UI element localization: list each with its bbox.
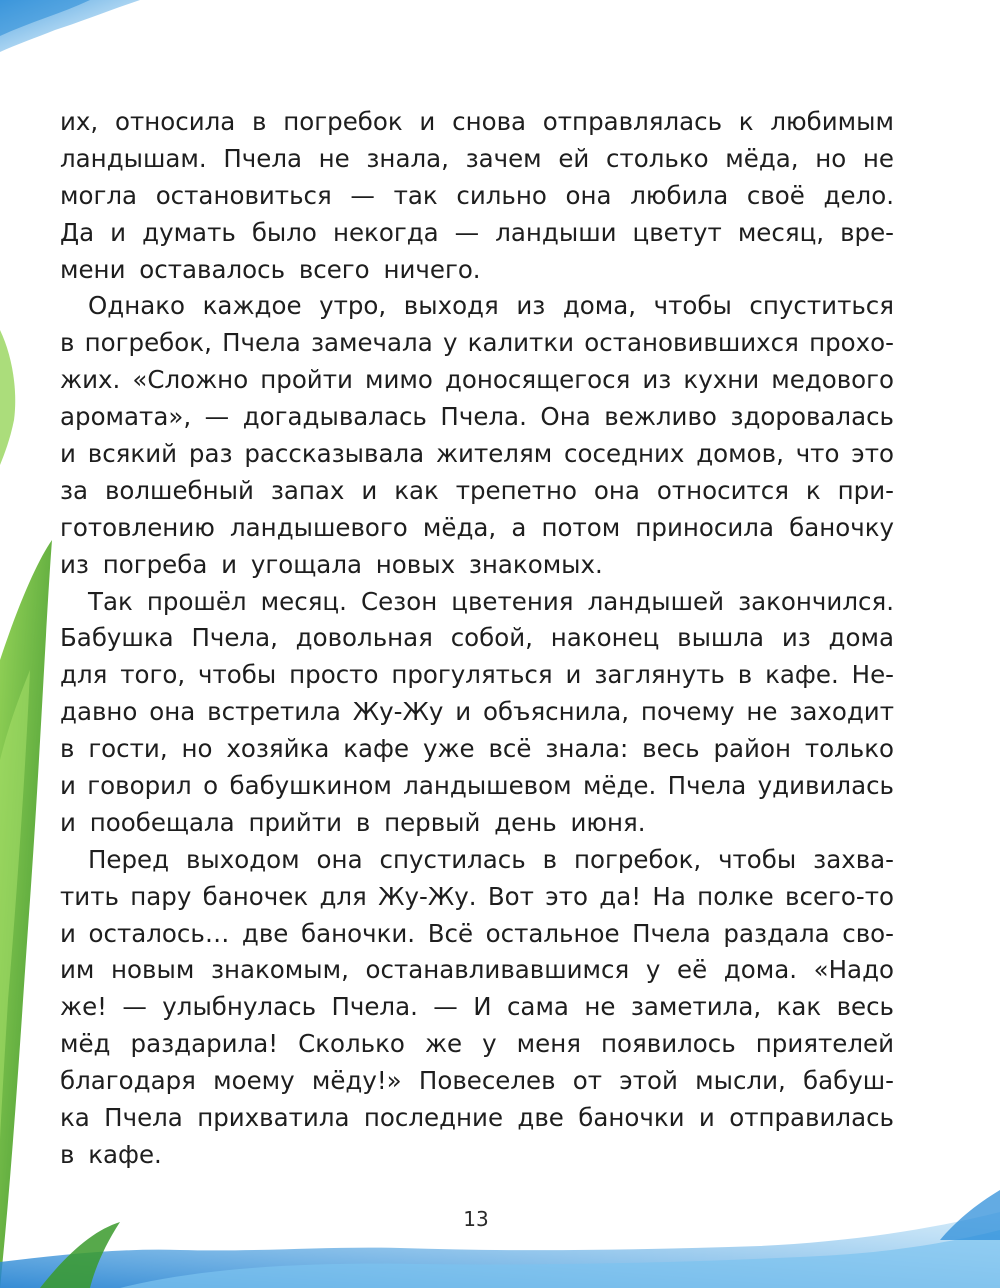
text-line: для того, чтобы просто прогуляться и заглянуть в кафе. Не- [60, 660, 894, 690]
paragraph-2 [60, 288, 894, 583]
paragraph-3 [60, 584, 894, 842]
text-line: аромата», — догадывалась Пчела. Она вежливо здоровалась [60, 402, 894, 432]
page-number: 13 [463, 1207, 489, 1231]
text-line: им новым знакомым, останавливавшимся у её дома. «Надо [60, 955, 894, 985]
text-line: и говорил о бабушкином ландышевом мёде. Пчела удивилась [60, 771, 894, 801]
text-line: и осталось… две баночки. Всё остальное Пчела раздала сво- [60, 918, 894, 948]
paragraph-4 [60, 842, 894, 1174]
paragraph-1 [60, 104, 894, 288]
text-line: за волшебный запах и как трепетно она относится к при- [60, 475, 894, 505]
text-line: жих. «Сложно пройти мимо доносящегося из кухни медового [60, 365, 894, 395]
left-green-leaf-upper [0, 330, 15, 465]
text-line: их, относила в погребок и снова отправлялась к любимым [60, 107, 894, 136]
text-line: благодаря моему мёду!» Повеселев от этой мысли, бабуш- [60, 1066, 894, 1096]
text-line: в гости, но хозяйка кафе уже всё знала: весь район только [60, 734, 894, 764]
text-line: Да и думать было некогда — ландыши цветут месяц, вре- [60, 217, 894, 247]
text-line: же! — улыбнулась Пчела. — И сама не заметила, как весь [60, 992, 894, 1022]
text-line: Перед выходом она спустилась в погребок, чтобы захва- [88, 844, 894, 874]
text-line: Однако каждое утро, выходя из дома, чтобы спуститься [88, 291, 894, 321]
story-text [60, 104, 894, 1174]
text-line: в погребок, Пчела замечала у калитки остановившихся прохо- [60, 328, 894, 358]
text-line: и всякий раз рассказывала жителям соседних домов, что это [60, 439, 894, 469]
text-line: Бабушка Пчела, довольная собой, наконец вышла из дома [60, 623, 894, 653]
text-line: мёд раздарила! Сколько же у меня появилось приятелей [60, 1029, 894, 1059]
text-line: в кафе. [60, 1139, 162, 1169]
text-line: ландышам. Пчела не знала, зачем ей столько мёда, но не [60, 143, 894, 173]
text-line: и пообещала прийти в первый день июня. [60, 807, 646, 837]
text-line: мени оставалось всего ничего. [60, 254, 481, 284]
text-line: давно она встретила Жу-Жу и объяснила, почему не заходит [60, 697, 894, 727]
text-line: Так прошёл месяц. Сезон цветения ландышей закончился. [88, 586, 894, 616]
text-line: из погреба и угощала новых знакомых. [60, 549, 603, 579]
text-line: могла остановиться — так сильно она любила своё дело. [60, 180, 894, 210]
text-line: ка Пчела прихватила последние две баночки и отправилась [60, 1103, 894, 1133]
text-line: готовлению ландышевого мёда, а потом приносила баночку [60, 512, 894, 542]
text-line: тить пару баночек для Жу-Жу. Вот это да! На полке всего-то [60, 881, 894, 911]
